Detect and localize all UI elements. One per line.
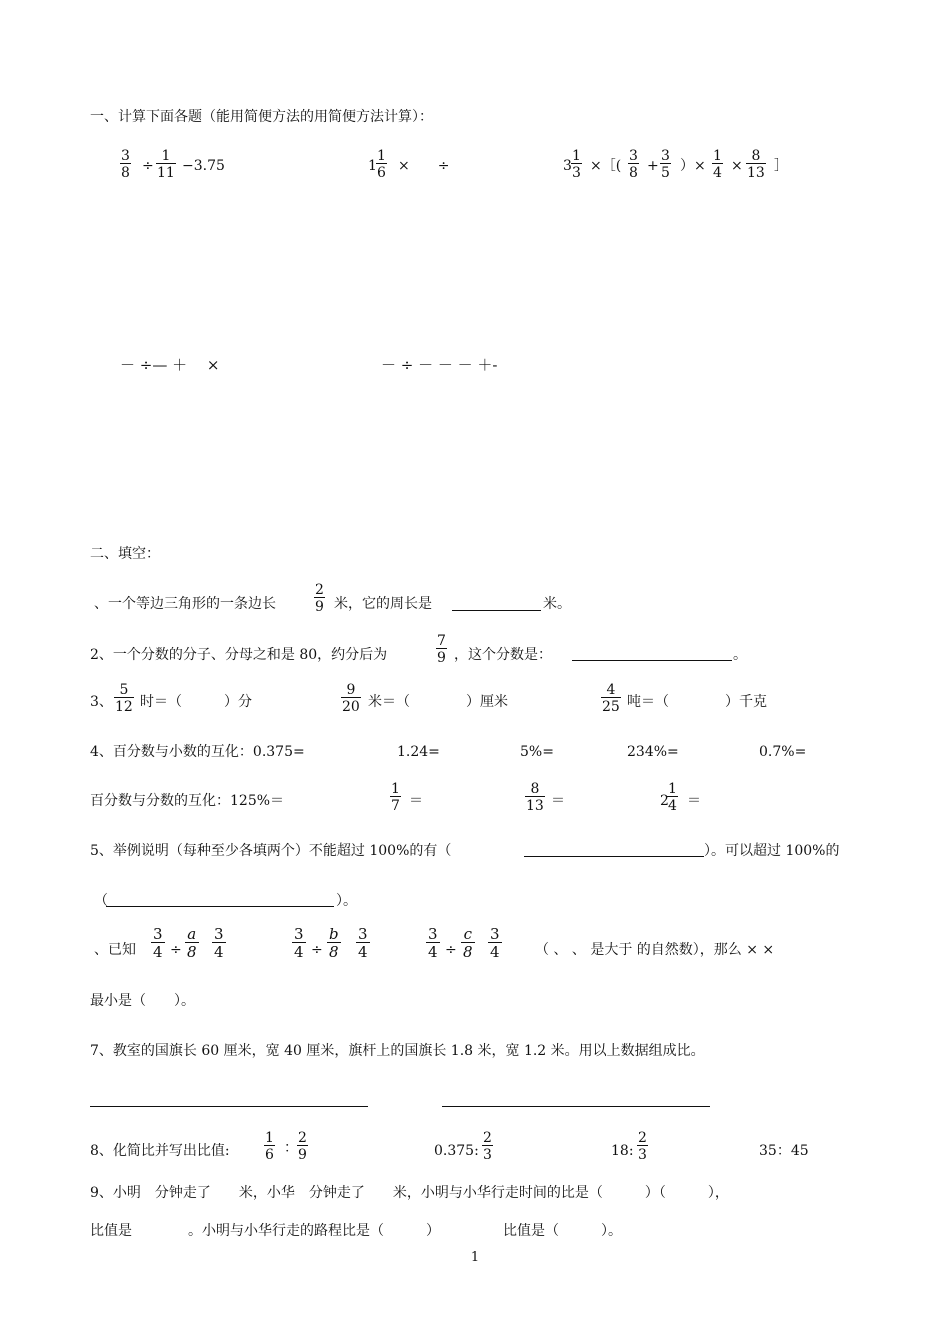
fraction: $\frac{1}{4}$	[668, 781, 677, 814]
fraction: $\frac{8}{13}$	[526, 781, 544, 814]
question-text: 2、一个分数的分子、分母之和是 80，约分后为	[90, 647, 388, 663]
item-text: 0.7%=	[759, 744, 807, 760]
operators: × ÷	[398, 158, 450, 174]
fraction: $\frac{5}{12}$	[115, 682, 133, 715]
answer-blank[interactable]	[572, 660, 732, 661]
fraction: $\frac{3}{4}$	[214, 925, 224, 961]
punctuation: 。	[733, 647, 747, 663]
fraction: $\frac{1}{6}$	[377, 148, 386, 181]
unit-text: 米。	[543, 596, 571, 612]
fraction: $\frac{8}{13}$	[747, 148, 765, 181]
whole-number: 3	[563, 158, 572, 174]
fraction: $\frac{3}{4}$	[153, 925, 163, 961]
answer-blank[interactable]	[90, 1106, 368, 1107]
item-text: 35：45	[759, 1143, 809, 1159]
equals-sign: ＝	[409, 793, 423, 809]
item-text: 1.24=	[397, 744, 440, 760]
question-text: 米，它的周长是	[334, 596, 432, 612]
fraction: $\frac{3}{4}$	[294, 925, 304, 961]
answer-blank[interactable]	[524, 856, 704, 857]
question-text: 时＝（ ）分	[140, 694, 252, 710]
question-number: 3、	[90, 694, 113, 710]
question-text: 8、化简比并写出比值:	[90, 1143, 230, 1159]
operator: ÷	[311, 942, 323, 958]
fraction: $\frac{3}{5}$	[661, 148, 670, 181]
fraction: $\frac{c}{8}$	[463, 925, 473, 961]
question-text: 吨＝（ ）千克	[627, 694, 767, 710]
operator: ］	[774, 158, 788, 174]
operator: +	[647, 158, 659, 174]
question-text: 米＝（ ）厘米	[368, 694, 508, 710]
whole-number: 2	[660, 793, 669, 809]
question-text: ）。可以超过 100%的	[704, 843, 840, 859]
equals-sign: ＝	[551, 793, 565, 809]
fraction: $\frac{1}{4}$	[713, 148, 722, 181]
question-text: 、一个等边三角形的一条边长	[94, 596, 276, 612]
ratio-colon: ：	[284, 1140, 298, 1156]
fraction: $\frac{1}{11}$	[157, 148, 175, 181]
question-text: 7、教室的国旗长 60 厘米，宽 40 厘米，旗杆上的国旗长 1.8 米，宽 1.2 米。用以上数据组成比。	[90, 1043, 705, 1059]
question-text: 、已知	[94, 942, 136, 958]
fraction: $\frac{1}{7}$	[391, 781, 400, 814]
question-text: 比值是 。小明与小华行走的路程比是（ ） 比值是（ ）。	[90, 1223, 622, 1239]
section1-title: 一、计算下面各题（能用简便方法的用简便方法计算）：	[90, 109, 433, 125]
fraction: $\frac{1}{6}$	[265, 1130, 274, 1163]
fraction: $\frac{9}{20}$	[342, 682, 360, 715]
page-number: 1	[470, 1250, 480, 1265]
punctuation: （	[94, 893, 108, 909]
fraction: $\frac{2}{9}$	[315, 582, 324, 615]
fraction: $\frac{2}{3}$	[483, 1130, 492, 1163]
answer-blank[interactable]	[452, 610, 541, 611]
fraction: $\frac{b}{8}$	[329, 925, 339, 961]
fraction: $\frac{2}{3}$	[638, 1130, 647, 1163]
operator: ×［(	[590, 158, 622, 174]
problem-5-remnant: － ÷ － － － ＋-	[381, 356, 498, 374]
item-text: 0.375:	[434, 1143, 479, 1159]
question-text: 9、小明 分钟走了 米，小华 分钟走了 米，小明与小华行走时间的比是（ ）（ ），	[90, 1185, 729, 1201]
item-text: 18:	[611, 1143, 634, 1159]
question-text: 百分数与分数的互化：125%＝	[90, 793, 285, 809]
fraction: $\frac{1}{3}$	[572, 148, 581, 181]
fraction: $\frac{3}{8}$	[121, 148, 130, 181]
equals-sign: ＝	[687, 793, 701, 809]
question-text: ，这个分数是：	[454, 647, 552, 663]
question-text: 最小是（ ）。	[90, 993, 195, 1009]
item-text: 234%=	[627, 744, 679, 760]
operator: ÷	[445, 942, 457, 958]
answer-blank[interactable]	[442, 1106, 710, 1107]
question-text: 4、百分数与小数的互化：0.375=	[90, 744, 305, 760]
problem-4-remnant: － ÷— ＋ ×	[120, 356, 220, 374]
question-text: （ 、 、 是大于 的自然数），那么 × ×	[535, 942, 775, 958]
operator: ×	[731, 158, 743, 174]
fraction: $\frac{2}{9}$	[298, 1130, 307, 1163]
question-text: 5、举例说明（每种至少各填两个）不能超过 100%的有（	[90, 843, 452, 859]
fraction: $\frac{4}{25}$	[602, 682, 620, 715]
fraction: $\frac{7}{9}$	[437, 633, 446, 666]
section2-title: 二、填空：	[90, 546, 160, 562]
fraction: $\frac{3}{8}$	[629, 148, 638, 181]
whole-number: 1	[368, 158, 377, 174]
expression-tail: −3.75	[182, 158, 225, 174]
fraction: $\frac{a}{8}$	[187, 925, 197, 961]
operator: ÷	[142, 158, 154, 174]
punctuation: ）。	[336, 893, 357, 909]
answer-blank[interactable]	[106, 906, 334, 907]
operator: ÷	[170, 942, 182, 958]
operator: ）×	[680, 158, 706, 174]
item-text: 5%=	[520, 744, 554, 760]
fraction: $\frac{3}{4}$	[490, 925, 500, 961]
fraction: $\frac{3}{4}$	[428, 925, 438, 961]
fraction: $\frac{3}{4}$	[358, 925, 368, 961]
